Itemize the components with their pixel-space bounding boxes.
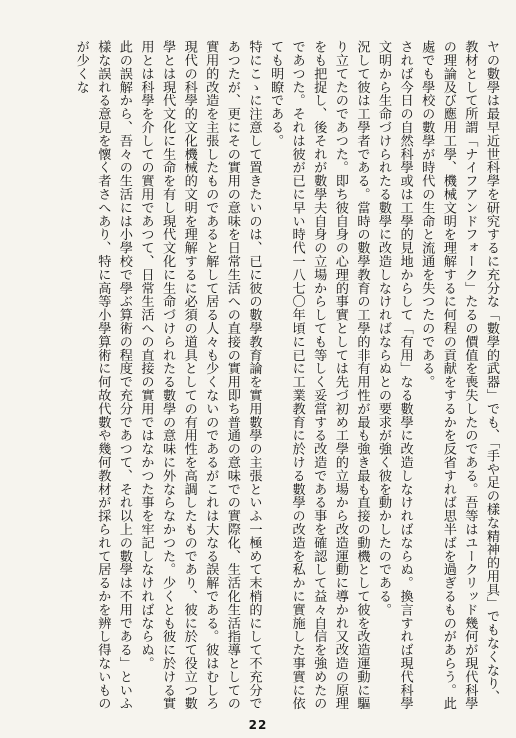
- paragraph-3: 況して彼は工學者である。當時の數學教育の工學的非有用性が最も強き最も直接の動機として彼を改造運動に驅り立てたのであつた。即ち彼自身の心理的事實としては先づ初め工學的立場から改造運動に導かれ又改造の原理をも把捉し、後それが數學夫自身の立場からしても等しく妥當する改造である事を確認して益々自信を強めたのであつた。それは彼が已に早い時代一八七〇年頃に已に工業教育に於ける數學の改造を私かに實施した事實に依ても明瞭である。: [268, 40, 370, 710]
- paragraph-2: されば今日の自然科學或は工學的見地からして「有用」なる數學に改造しなければならぬ。換言すれば現代科學文明から生命づけられたる數學に改造しなければならぬとの要求が強く彼を動かしたのである。: [376, 40, 413, 710]
- paragraph-1: ヤの數學は最早近世科學を研究するに充分な「數學的武器」でも、「手や足の樣な精神的用具」でもなくなり、教材として所謂「ナイフアンドフォーク」たるの價值を喪失したのである。吾等はユークリッド幾何が現代科學の理論及び應用工學、機械文明を理解するに何程の貢献をするかを反省すれば思半ばを過ぎるものがあらう。此處でも學校の數學が時代の生命と流通を失つたのである。: [419, 40, 499, 710]
- vertical-body-text: [10, 40, 502, 712]
- page-number: 22: [248, 718, 268, 732]
- paragraph-5: 此の誤解から、吾々の生活には小學校で學ぶ算術の程度で充分であつて、それ以上の數學は不用である」といふ樣な誤れる意見を懷く者さへあり、特に高等小學算術に何故代數や幾何教材が採られて居るかを辨し得ないものが少くな: [73, 40, 132, 710]
- paragraph-4: 特にこゝに注意して置きたいのは、已に彼の數學教育論を實用數學の主張といふ一極めて末梢的にして不充分であつたが、更にその實用の意味を日常生活への直接の實用即ち普通の意味での實際化、生活化生活指導としての實用的改造を主張したものであると解して居る人々も少くないのであるがこれは大なる誤解である。彼はむしろ現代の科學的文化機械的文明を理解するに必須の道具としての有用性を高調したものであり、彼に於て役立つ數學とは現代文化に生命を有し現代文化に生命づけられたる數學の意味に外ならなかつた。少くとも彼に於ける實用とは科學を介しての實用であつて、日常生活への直接の實用ではなかつた事を牢記しなければならぬ。: [138, 40, 262, 710]
